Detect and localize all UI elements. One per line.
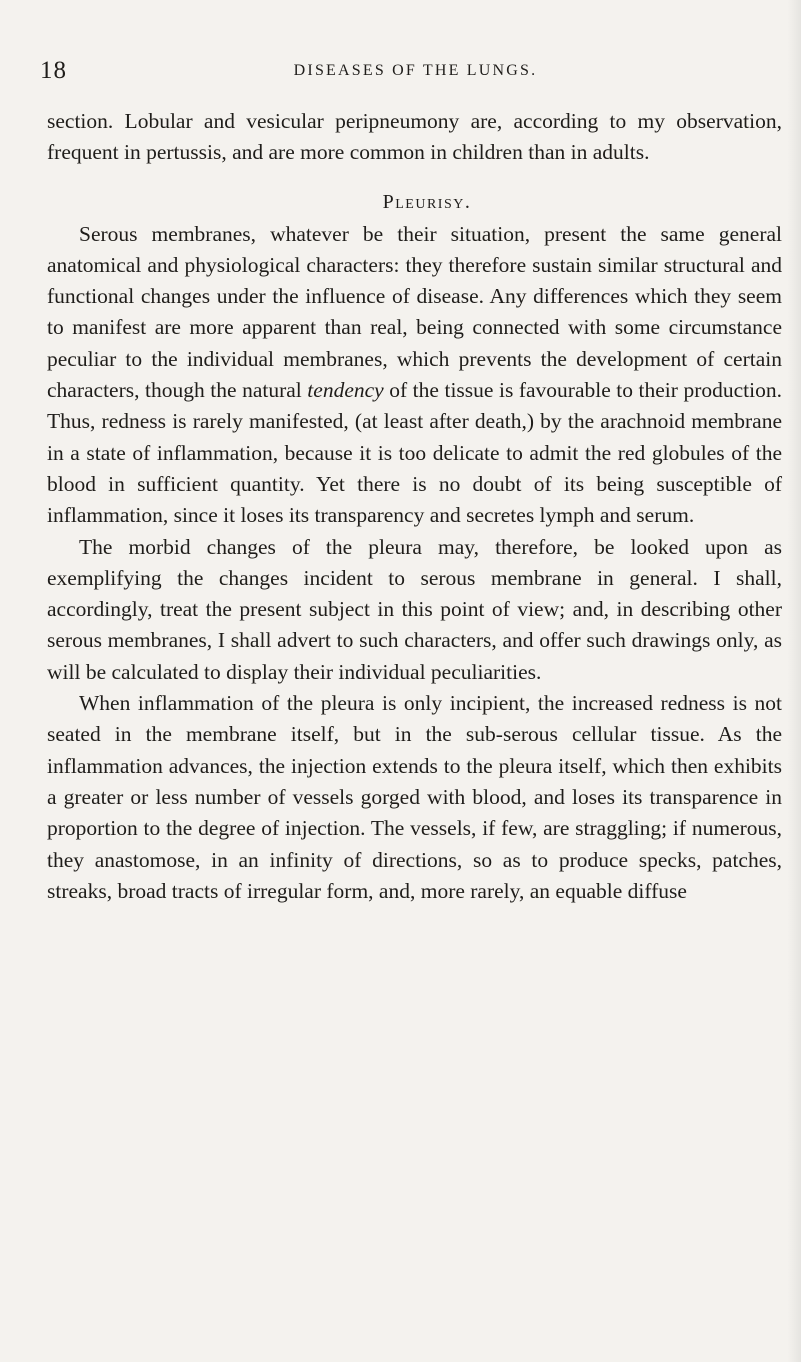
page-number: 18 xyxy=(40,57,67,84)
body-text xyxy=(47,106,782,907)
paragraph-continued: section. Lobular and vesicular peripneumony are, according to my observation, frequent in pertussis, and are more common in children than in adults. xyxy=(47,109,782,165)
paragraph-text-part: of the tissue is favourable to their production. Thus, redness is rarely manifested, (at least after death,) by the arachnoid membrane in a state of inflammation, because it is too delicate to admit the red globules of the blood in sufficient quantity. Yet there is no doubt of its being susceptible of inflammation, since it loses its transparency and secretes lymph and serum. xyxy=(47,378,782,528)
paragraph-serous-membranes xyxy=(47,219,782,532)
section-heading-pleurisy: Pleurisy. xyxy=(382,190,472,213)
paragraph-inflammation: When inflammation of the pleura is only incipient, the increased redness is not seated in the membrane itself, but in the sub-serous cellular tissue. As the inflammation advances, the injection extends to the pleura itself, which then exhibits a greater or less number of vessels gorged with blood, and loses its transparence in proportion to the degree of injection. The vessels, if few, are straggling; if numerous, they anastomose, in an infinity of directions, so as to produce specks, patches, streaks, broad tracts of irregular form, and, more rarely, an equable diffuse xyxy=(47,691,782,903)
paragraph-text-part: Serous membranes, whatever be their situation, present the same general anatomical and physiological characters: they therefore sustain similar structural and functional changes under the influence of disease. Any differences which they seem to manifest are more apparent than real, being connected with some circumstance peculiar to the individual membranes, which prevents the development of certain characters, though the natural xyxy=(47,221,782,403)
italic-term: tendency xyxy=(307,378,384,403)
paragraph-morbid-changes: The morbid changes of the pleura may, therefore, be looked upon as exemplifying the changes incident to serous membrane in general. I shall, accordingly, treat the present subject in this point of view; and, in describing other serous membranes, I shall advert to such characters, and offer such drawings only, as will be calculated to display their individual peculiarities. xyxy=(47,534,782,684)
running-head: DISEASES OF THE LUNGS. xyxy=(293,62,538,79)
page-edge-shadow xyxy=(787,0,801,1362)
